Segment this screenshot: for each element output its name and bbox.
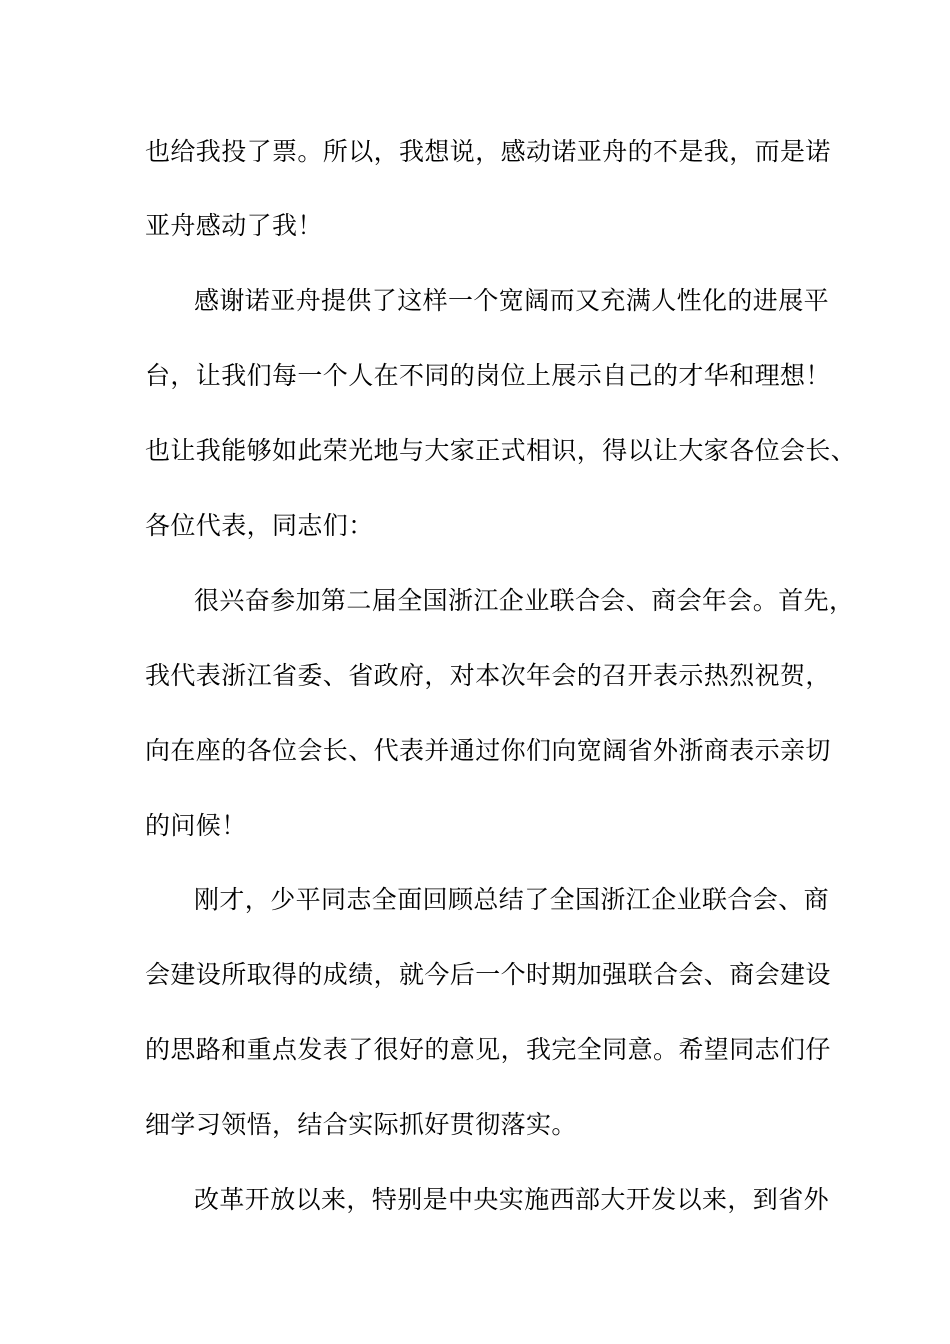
text-line-10: 的问候！	[145, 811, 247, 840]
text-line-4: 台，让我们每一个人在不同的岗位上展示自己的才华和理想！	[145, 361, 831, 390]
text-line-7: 很兴奋参加第二届全国浙江企业联合会、商会年会。首先，	[194, 586, 855, 615]
text-line-2: 亚舟感动了我！	[145, 211, 323, 240]
text-line-11: 刚才，少平同志全面回顾总结了全国浙江企业联合会、商	[194, 885, 830, 914]
text-line-3: 感谢诺亚舟提供了这样一个宽阔而又充满人性化的进展平	[194, 286, 830, 315]
text-line-15: 改革开放以来，特别是中央实施西部大开发以来，到省外	[194, 1185, 830, 1214]
text-line-8: 我代表浙江省委、省政府，对本次年会的召开表示热烈祝贺，	[145, 661, 831, 690]
text-line-13: 的思路和重点发表了很好的意见，我完全同意。希望同志们仔	[145, 1035, 831, 1064]
text-line-5: 也让我能够如此荣光地与大家正式相识，得以让大家各位会长、	[145, 436, 857, 465]
text-line-1: 也给我投了票。所以，我想说，感动诺亚舟的不是我，而是诺	[145, 137, 831, 166]
text-line-12: 会建设所取得的成绩，就今后一个时期加强联合会、商会建设	[145, 960, 831, 989]
text-line-14: 细学习领悟，结合实际抓好贯彻落实。	[145, 1110, 577, 1139]
text-line-6: 各位代表，同志们：	[145, 511, 374, 540]
text-line-9: 向在座的各位会长、代表并通过你们向宽阔省外浙商表示亲切	[145, 736, 831, 765]
